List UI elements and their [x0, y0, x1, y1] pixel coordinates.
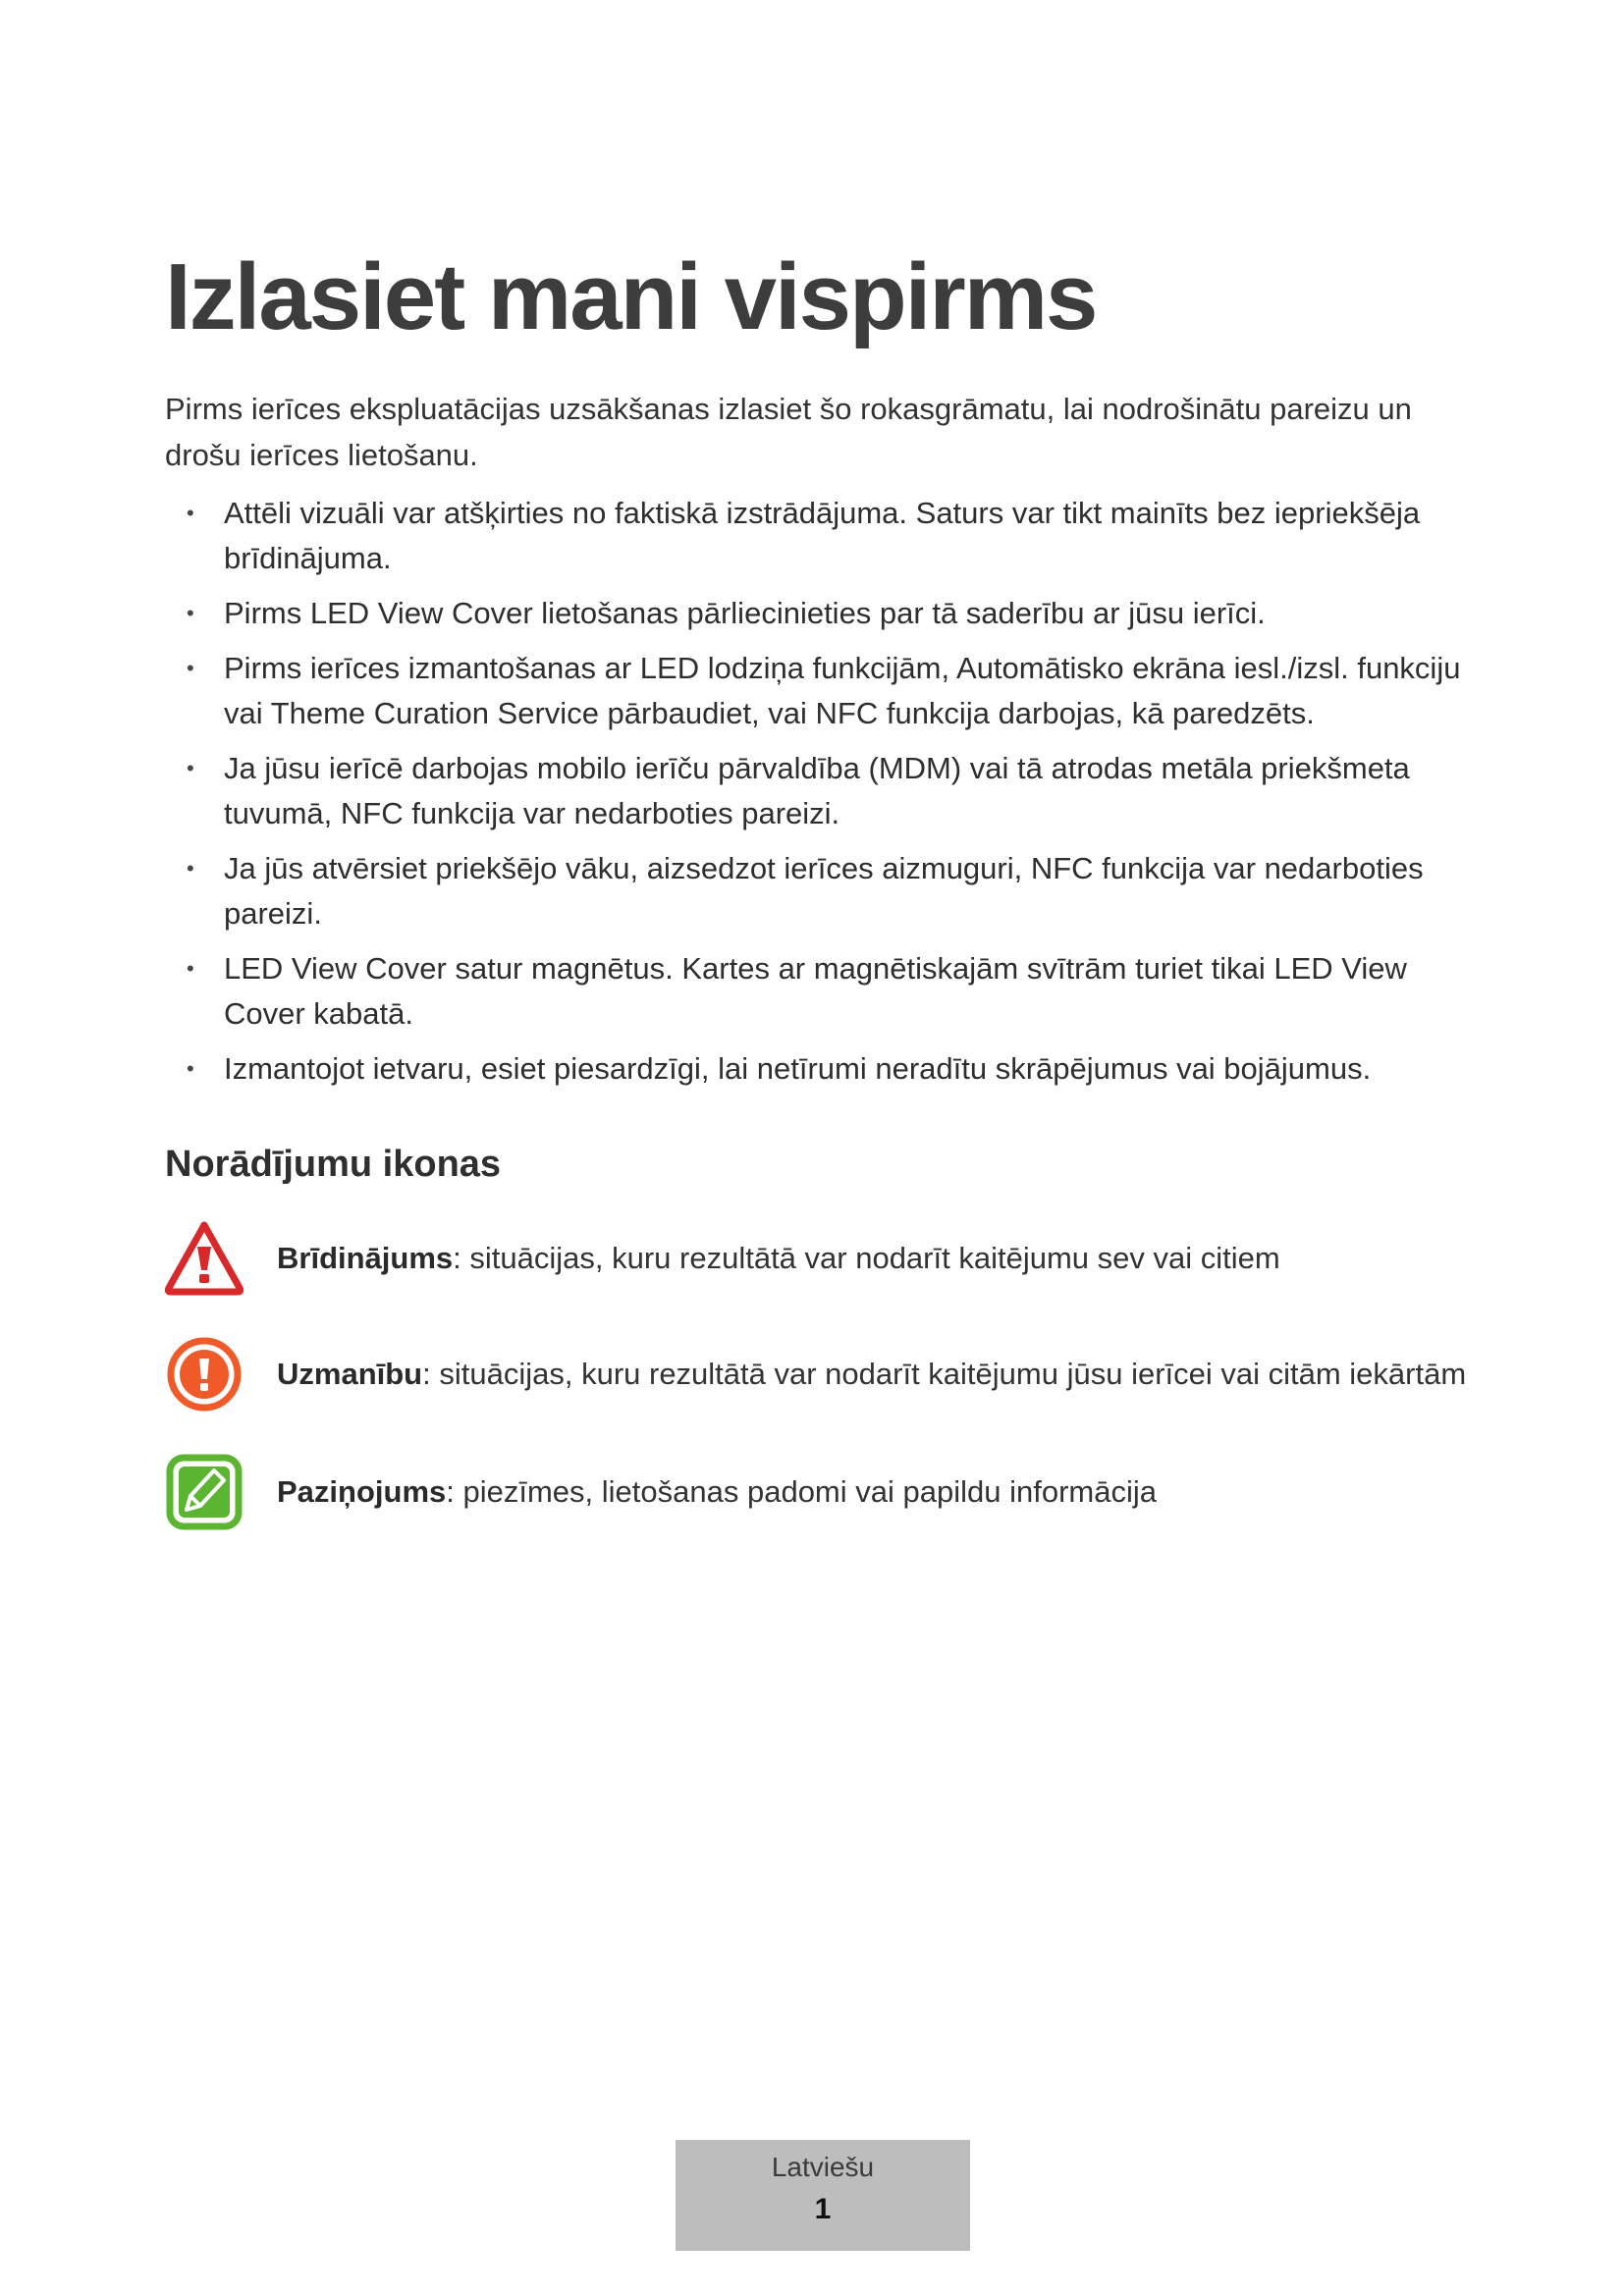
bullet-dot: • [187, 1056, 194, 1081]
list-item [165, 491, 1481, 581]
notice-term: Brīdinājums [277, 1241, 454, 1275]
warning-triangle-icon [165, 1219, 244, 1298]
list-item [165, 1046, 1481, 1092]
page-title: Izlasiet mani vispirms [165, 244, 1097, 349]
bullet-dot: • [187, 656, 194, 680]
list-item-text: Izmantojot ietvaru, esiet piesardzīgi, lai netīrumi neradītu skrāpējumus vai bojājumus. [224, 1051, 1372, 1086]
bullet-list [165, 491, 1481, 1101]
list-item [165, 591, 1481, 636]
list-item [165, 646, 1481, 736]
notice-description: : piezīmes, lietošanas padomi vai papildu informācija [446, 1474, 1157, 1509]
section-heading: Norādījumu ikonas [165, 1144, 502, 1185]
notice-description: : situācijas, kuru rezultātā var nodarīt kaitējumu jūsu ierīcei vai citām iekārtām [422, 1357, 1467, 1391]
list-item [165, 946, 1481, 1037]
notice-caution-text [277, 1357, 1466, 1392]
bullet-dot: • [187, 501, 194, 525]
notice-term: Uzmanību [277, 1357, 423, 1391]
notice-caution [165, 1335, 1466, 1414]
notice-warning [165, 1219, 1280, 1298]
bullet-dot: • [187, 856, 194, 881]
bullet-dot: • [187, 756, 194, 780]
list-item-text: Pirms LED View Cover lietošanas pārliecinieties par tā saderību ar jūsu ierīci. [224, 596, 1266, 630]
notice-warning-text [277, 1241, 1280, 1276]
caution-circle-icon [165, 1335, 244, 1414]
note-pencil-icon [165, 1453, 244, 1531]
footer-language: Latviešu [771, 2152, 875, 2182]
list-item-text: Attēli vizuāli var atšķirties no faktiskā izstrādājuma. Saturs var tikt mainīts bez iepriekšēja brīdinājuma. [224, 496, 1421, 575]
page-footer [676, 2140, 970, 2251]
notice-term: Paziņojums [277, 1474, 447, 1509]
list-item-text: Ja jūsu ierīcē darbojas mobilo ierīču pārvaldība (MDM) vai tā atrodas metāla priekšmeta tuvumā, NFC funkcija var nedarboties pareizi. [224, 751, 1410, 830]
bullet-dot: • [187, 601, 194, 625]
list-item-text: LED View Cover satur magnētus. Kartes ar magnētiskajām svītrām turiet tikai LED View Cover kabatā. [224, 951, 1407, 1031]
notice-description: : situācijas, kuru rezultātā var nodarīt kaitējumu sev vai citiem [453, 1241, 1280, 1275]
list-item-text: Ja jūs atvērsiet priekšējo vāku, aizsedzot ierīces aizmuguri, NFC funkcija var nedarboties pareizi. [224, 851, 1424, 931]
list-item-text: Pirms ierīces izmantošanas ar LED lodziņa funkcijām, Automātisko ekrāna iesl./izsl. funkciju vai Theme Curation Service pārbaudiet, vai NFC funkcija darbojas, kā paredzēts. [224, 651, 1461, 730]
notice-note [165, 1453, 1157, 1531]
notice-note-text [277, 1474, 1157, 1510]
list-item [165, 846, 1481, 936]
bullet-dot: • [187, 956, 194, 981]
list-item [165, 746, 1481, 836]
intro-paragraph: Pirms ierīces ekspluatācijas uzsākšanas izlasiet šo rokasgrāmatu, lai nodrošinātu pareizu un drošu ierīces lietošanu. [165, 392, 1412, 472]
page-number: 1 [814, 2193, 832, 2225]
